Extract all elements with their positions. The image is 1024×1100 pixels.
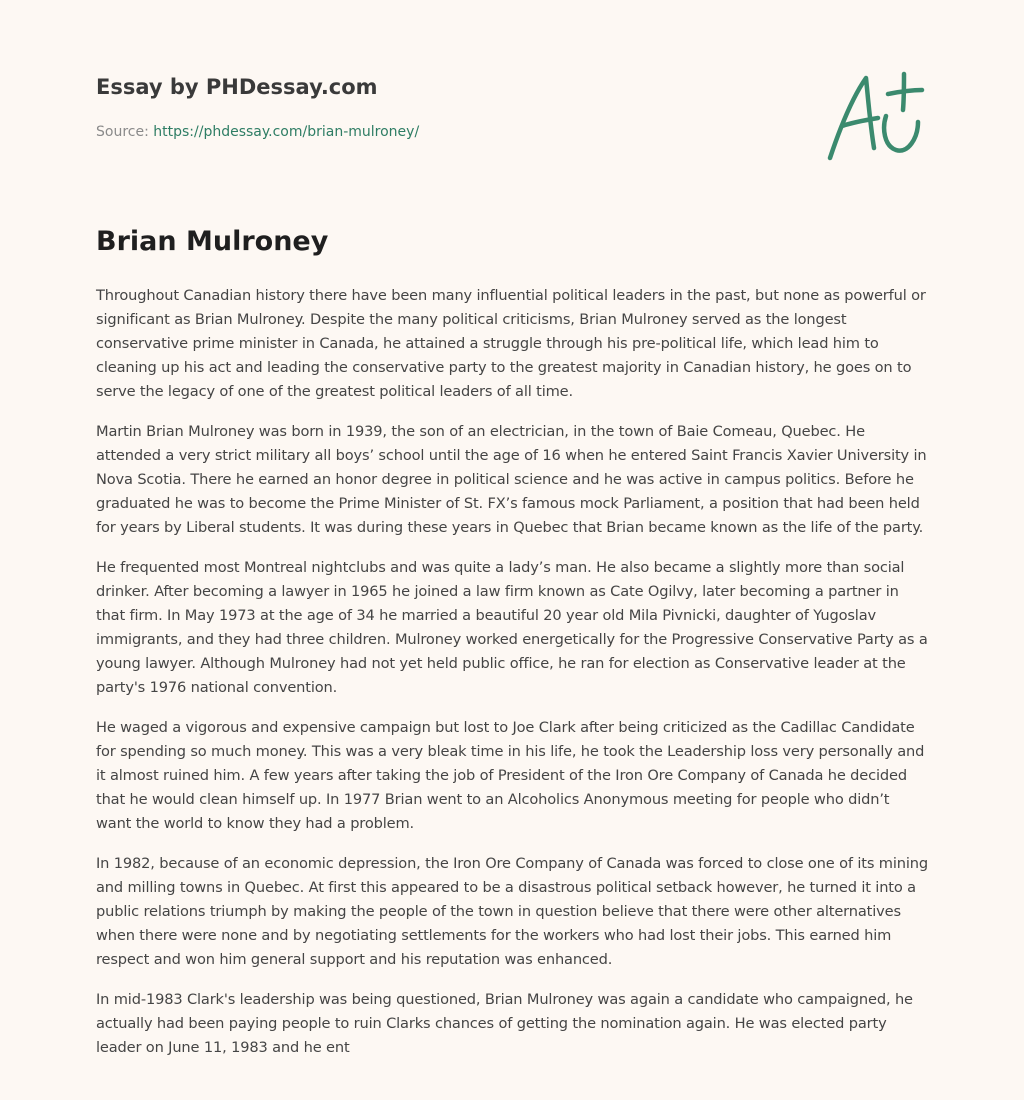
paragraph: Martin Brian Mulroney was born in 1939, the son of an electrician, in the town of Baie Comeau, Quebec. He attended a very strict military all boys’ school until the age of 16 when he entered Saint Francis Xavier University in Nova Scotia. There he earned an honor degree in political science and he was active in campus politics. Before he graduated he was to become the Prime Minister of St. FX’s famous mock Parliament, a position that had been held for years by Liberal students. It was during these years in Quebec that Brian became known as the life of the party. xyxy=(96,423,927,536)
paragraph: Throughout Canadian history there have been many influential political leaders in the past, but none as powerful or significant as Brian Mulroney. Despite the many political criticisms, Brian Mulroney served as the longest conservative prime minister in Canada, he attained a struggle through his pre-political life, which lead him to cleaning up his act and leading the conservative party to the greatest majority in Canadian history, he goes on to serve the legacy of one of the greatest political leaders of all time. xyxy=(96,287,926,400)
site-title: Essay by PHDessay.com xyxy=(96,75,378,99)
paragraph: He frequented most Montreal nightclubs and was quite a lady’s man. He also became a slightly more than social drinker. After becoming a lawyer in 1965 he joined a law firm known as Cate Ogilvy, later becoming a partner in that firm. In May 1973 at the age of 34 he married a beautiful 20 year old Mila Pivnicki, daughter of Yugoslav immigrants, and they had three children. Mulroney worked energetically for the Progressive Conservative Party as a young lawyer. Although Mulroney had not yet held public office, he ran for election as Conservative leader at the party's 1976 national convention. xyxy=(96,559,928,696)
source-line xyxy=(96,124,419,140)
essay-body xyxy=(96,284,928,1076)
essay-title: Brian Mulroney xyxy=(96,226,329,257)
paragraph: He waged a vigorous and expensive campaign but lost to Joe Clark after being criticized as the Cadillac Candidate for spending so much money. This was a very bleak time in his life, he took the Leadership loss very personally and it almost ruined him. A few years after taking the job of President of the Iron Ore Company of Canada he decided that he would clean himself up. In 1977 Brian went to an Alcoholics Anonymous meeting for people who didn’t want the world to know they had a problem. xyxy=(96,719,925,832)
page xyxy=(96,0,928,1056)
header xyxy=(96,0,928,180)
source-label: Source: xyxy=(96,124,149,140)
source-link[interactable]: https://phdessay.com/brian-mulroney/ xyxy=(153,124,420,140)
a-plus-logo-icon xyxy=(826,68,930,164)
paragraph: In mid-1983 Clark's leadership was being questioned, Brian Mulroney was again a candidate who campaigned, he actually had been paying people to ruin Clarks chances of getting the nomination again. He was elected party leader on June 11, 1983 and he ent xyxy=(96,991,913,1056)
paragraph: In 1982, because of an economic depression, the Iron Ore Company of Canada was forced to close one of its mining and milling towns in Quebec. At first this appeared to be a disastrous political setback however, he turned it into a public relations triumph by making the people of the town in question believe that there were other alternatives when there were none and by negotiating settlements for the workers who had lost their jobs. This earned him respect and won him general support and his reputation was enhanced. xyxy=(96,855,928,968)
